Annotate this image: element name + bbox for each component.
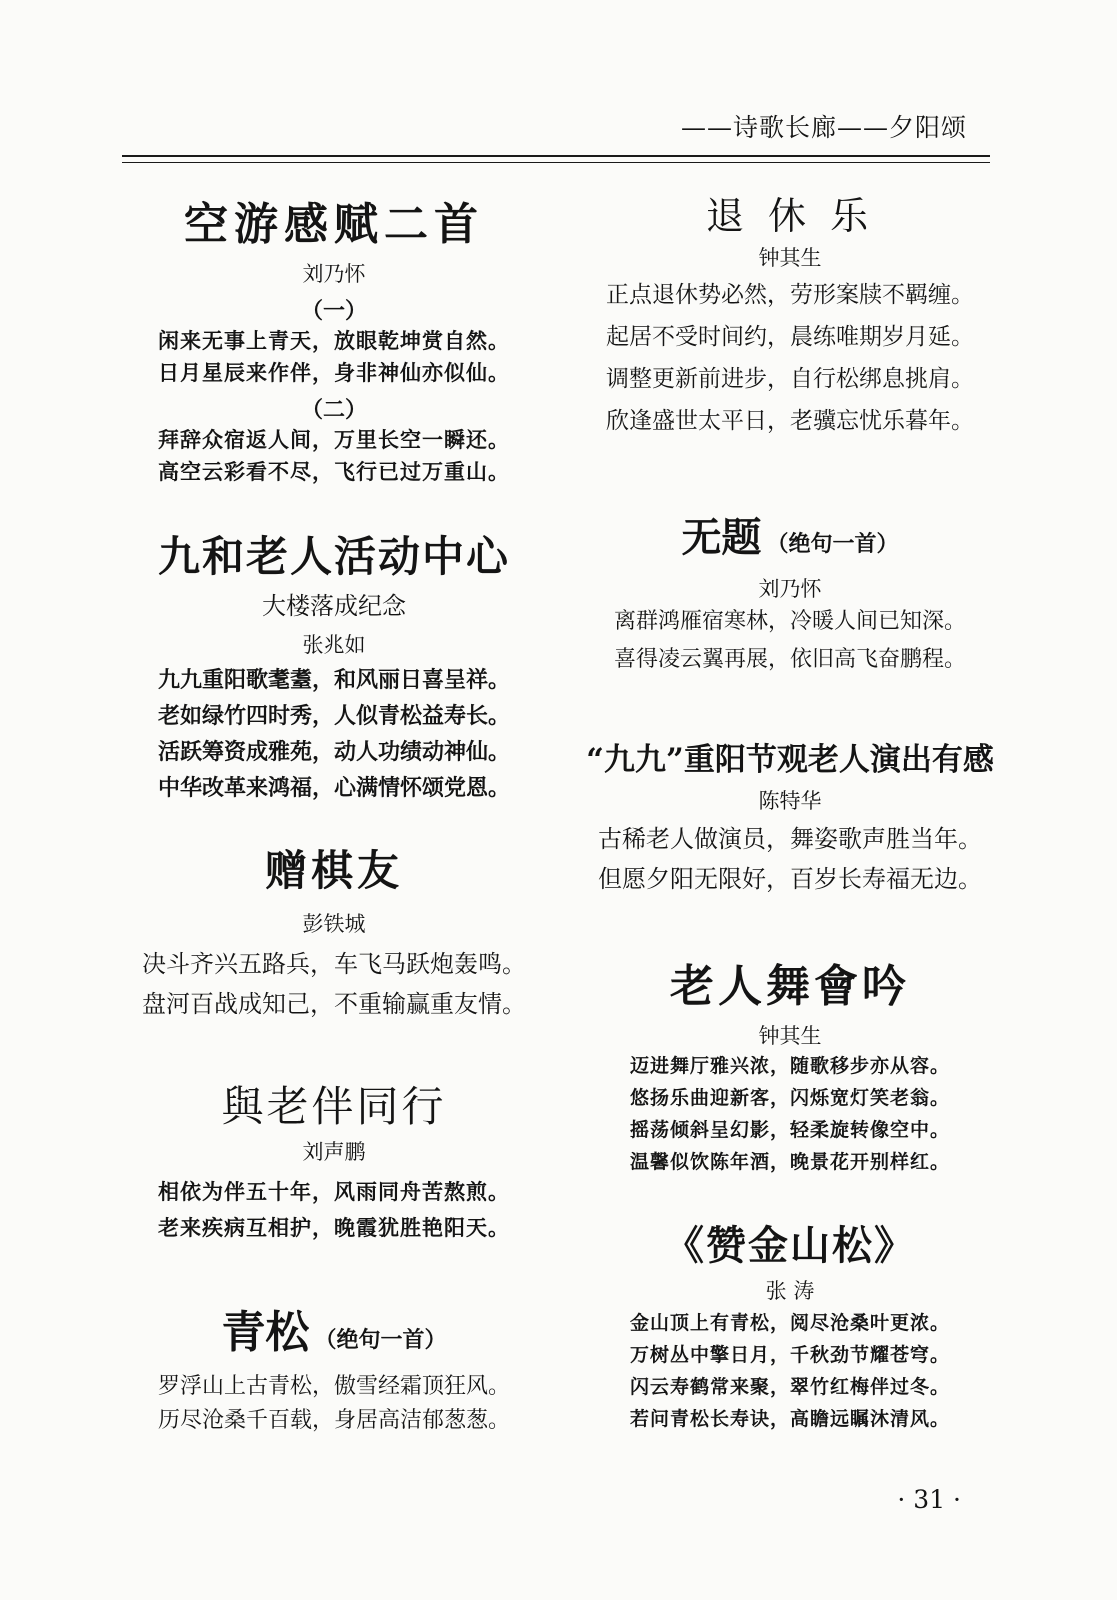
poem-line: 喜得凌云翼再展，依旧高飞奋鹏程。 — [613, 647, 966, 672]
poem-title: 空游感赋二首 — [184, 199, 484, 250]
poem-title: 老人舞會吟 — [670, 961, 910, 1012]
poem-laoban — [108, 1074, 560, 1246]
section-label: （二） — [300, 397, 367, 423]
poem-line: 欣逢盛世太平日，老骥忘忧乐暮年。 — [606, 408, 974, 434]
poem-line: 起居不受时间约，晨练唯期岁月延。 — [606, 324, 974, 350]
page-number: · 31 · — [897, 1485, 961, 1514]
poem-title: 與老伴同行 — [221, 1082, 447, 1131]
poem-line: 日月星辰来作伴，身非神仙亦似仙。 — [158, 360, 510, 385]
poem-author: 张兆如 — [302, 633, 366, 657]
poem-line: 若问青松长寿诀，高瞻远瞩沐清风。 — [629, 1408, 950, 1430]
poem-author: 钟其生 — [758, 1024, 822, 1048]
poem-title: 赠棋友 — [264, 846, 403, 895]
poem-line: 闪云寿鹤常来聚，翠竹红梅伴过冬。 — [629, 1376, 950, 1398]
poem-author: 陈特华 — [758, 789, 822, 813]
poem-line: 离群鸿雁宿寒林，冷暖人间已知深。 — [613, 609, 966, 634]
header-rule-top — [122, 155, 990, 157]
poem-line: 九九重阳歌耄耋，和风丽日喜呈祥。 — [157, 668, 510, 693]
poem-kongyou — [108, 188, 560, 488]
poem-jiuhe — [108, 524, 560, 807]
poem-title: 《赞金山松》 — [664, 1222, 916, 1269]
running-header: ——诗歌长廊——夕阳颂 — [680, 113, 967, 142]
poem-line: 摇荡倾斜呈幻影，轻柔旋转像空中。 — [629, 1119, 950, 1141]
header-rule-bottom — [122, 162, 990, 163]
poem-line: 悠扬乐曲迎新客，闪烁宽灯笑老翁。 — [629, 1087, 950, 1109]
poem-line: 拜辞众宿返人间，万里长空一瞬还。 — [158, 427, 510, 452]
poem-qingsong — [108, 1296, 560, 1438]
poem-line: 老来疾病互相护，晚霞犹胜艳阳天。 — [158, 1215, 510, 1240]
poem-note: （绝句一首） — [766, 531, 899, 557]
poem-line: 决斗齐兴五路兵，车飞马跃炮轰鸣。 — [142, 950, 526, 978]
poem-wuti — [572, 506, 1008, 679]
poem-zengqiyou — [108, 838, 560, 1024]
poem-subtitle: 大楼落成纪念 — [262, 592, 406, 620]
poem-title: “九九”重阳节观老人演出有感 — [586, 742, 994, 778]
poem-line: 盘河百战成知己，不重输赢重友情。 — [142, 990, 526, 1018]
poem-title: 退 休 乐 — [705, 194, 875, 238]
section-label: （一） — [300, 298, 367, 324]
poem-jiujiu — [572, 734, 1008, 899]
poem-author: 刘声鹏 — [302, 1140, 366, 1164]
poem-line: 调整更新前进步，自行松绑息挑肩。 — [606, 366, 974, 392]
poem-line: 温馨似饮陈年酒，晚景花开别样红。 — [629, 1151, 950, 1173]
poem-title: 无题 — [681, 514, 762, 561]
poem-line: 闲来无事上青天，放眼乾坤赏自然。 — [158, 328, 510, 353]
poem-title: 青松 — [221, 1307, 310, 1358]
poem-line: 迈进舞厅雅兴浓，随歌移步亦从容。 — [629, 1055, 950, 1077]
poem-jinshansong — [572, 1214, 1008, 1435]
poem-line: 金山顶上有青松，阅尽沧桑叶更浓。 — [629, 1312, 950, 1334]
poem-author: 张 涛 — [765, 1279, 815, 1303]
poem-line: 相依为伴五十年，风雨同舟苦熬煎。 — [158, 1179, 510, 1204]
poem-note: （绝句一首） — [314, 1327, 447, 1353]
poem-line: 活跃筹资成雅苑，动人功绩动神仙。 — [157, 740, 510, 765]
poem-line: 古稀老人做演员，舞姿歌声胜当年。 — [598, 825, 982, 853]
poem-line: 罗浮山上古青松，傲雪经霜顶狂风。 — [157, 1374, 510, 1399]
poem-author: 钟其生 — [758, 246, 822, 270]
poem-title: 九和老人活动中心 — [157, 532, 510, 581]
poem-tuixiule — [572, 185, 1008, 442]
poem-line: 中华改革来鸿福，心满情怀颂党恩。 — [157, 776, 510, 801]
poem-author: 刘乃怀 — [758, 577, 822, 601]
poem-line: 高空云彩看不尽，飞行已过万重山。 — [158, 459, 510, 484]
poem-line: 老如绿竹四时秀，人似青松益寿长。 — [157, 704, 510, 729]
poem-wuhui — [572, 950, 1008, 1178]
poem-author: 彭铁城 — [302, 912, 366, 936]
poem-line: 万树丛中擎日月，千秋劲节耀苍穹。 — [629, 1344, 950, 1366]
poem-line: 但愿夕阳无限好，百岁长寿福无边。 — [598, 865, 982, 893]
poem-line: 正点退休势必然，劳形案牍不羁缠。 — [606, 282, 974, 308]
poem-line: 历尽沧桑千百载，身居高洁郁葱葱。 — [157, 1408, 510, 1433]
poem-author: 刘乃怀 — [302, 262, 366, 286]
